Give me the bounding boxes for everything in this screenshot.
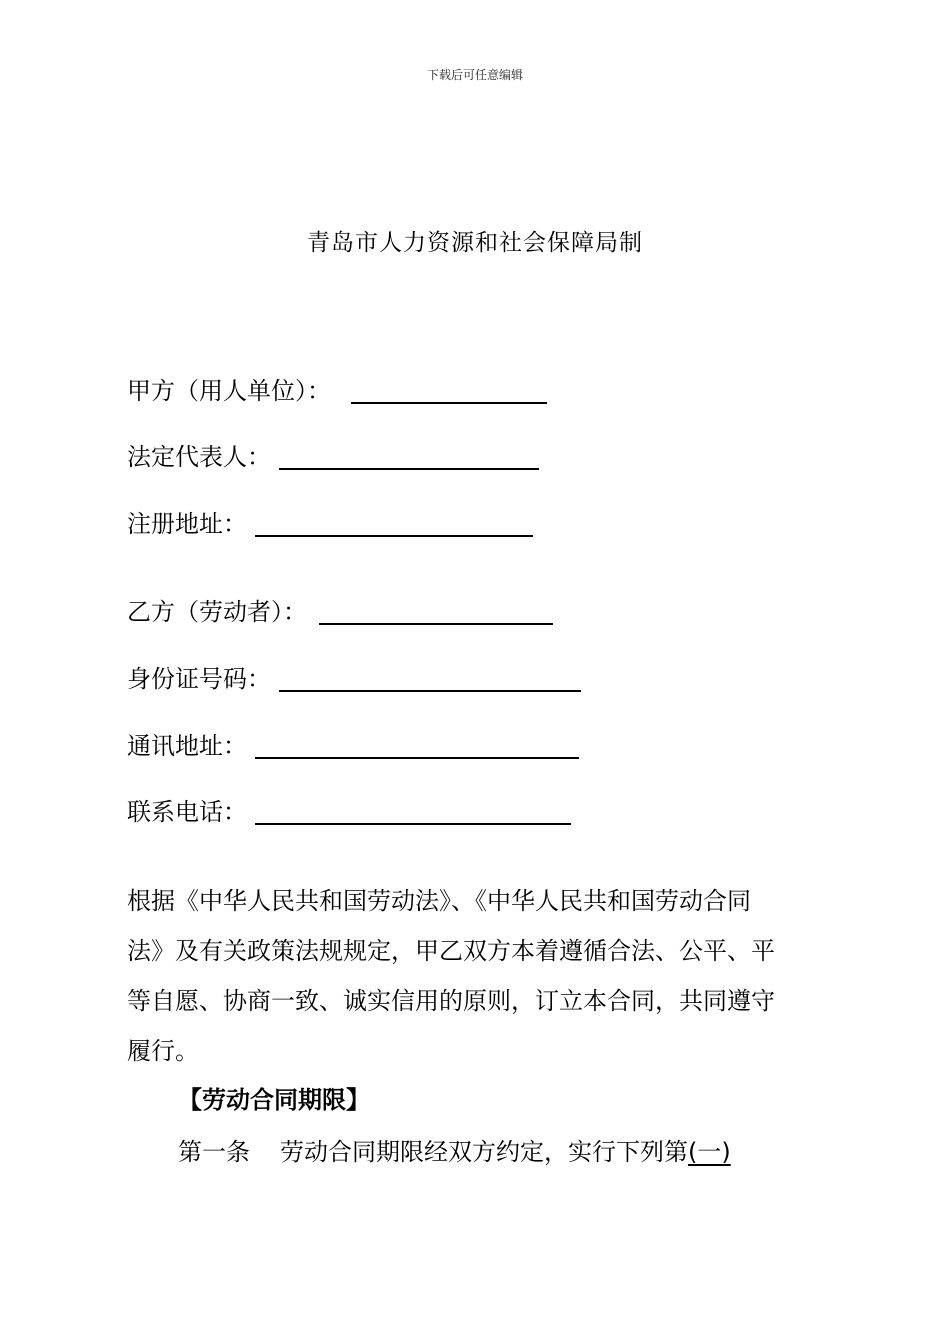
section-heading: 【劳动合同期限】 — [178, 1086, 370, 1114]
phone-label: 联系电话： — [127, 798, 247, 826]
preamble-paragraph — [127, 876, 827, 1076]
preamble-line: 法》及有关政策法规规定，甲乙双方本着遵循合法、公平、平 — [127, 937, 775, 965]
legal-rep-label: 法定代表人： — [127, 443, 271, 471]
header-note: 下载后可任意编辑 — [426, 68, 523, 82]
worker-blank[interactable] — [319, 596, 553, 625]
preamble-line: 履行。 — [127, 1037, 199, 1065]
preamble-line: 等自愿、协商一致、诚实信用的原则，订立本合同，共同遵守 — [127, 987, 775, 1015]
worker-label: 乙方（劳动者）： — [127, 598, 307, 626]
id-number-label: 身份证号码： — [127, 665, 271, 693]
employer-label: 甲方（用人单位）： — [127, 377, 331, 405]
worker-field — [127, 596, 553, 628]
id-number-blank[interactable] — [279, 663, 581, 692]
article-choice[interactable]: (一) — [688, 1138, 731, 1166]
article-text: 劳动合同期限经双方约定，实行下列第 — [280, 1138, 688, 1166]
preamble-line: 根据《中华人民共和国劳动法》、《中华人民共和国劳动合同 — [127, 887, 751, 915]
employer-field — [127, 375, 547, 407]
issuer-title: 青岛市人力资源和社会保障局制 — [307, 230, 643, 256]
phone-field — [127, 796, 571, 828]
contact-address-label: 通讯地址： — [127, 732, 247, 760]
contact-address-blank[interactable] — [255, 730, 579, 759]
reg-address-field — [127, 508, 533, 540]
id-number-field — [127, 663, 581, 695]
reg-address-blank[interactable] — [255, 508, 533, 537]
reg-address-label: 注册地址： — [127, 510, 247, 538]
employer-blank[interactable] — [351, 375, 547, 404]
legal-rep-blank[interactable] — [279, 441, 539, 470]
contact-address-field — [127, 730, 579, 762]
article-number: 第一条 — [178, 1138, 250, 1166]
legal-rep-field — [127, 441, 539, 473]
article-1 — [178, 1134, 731, 1170]
phone-blank[interactable] — [255, 796, 571, 825]
